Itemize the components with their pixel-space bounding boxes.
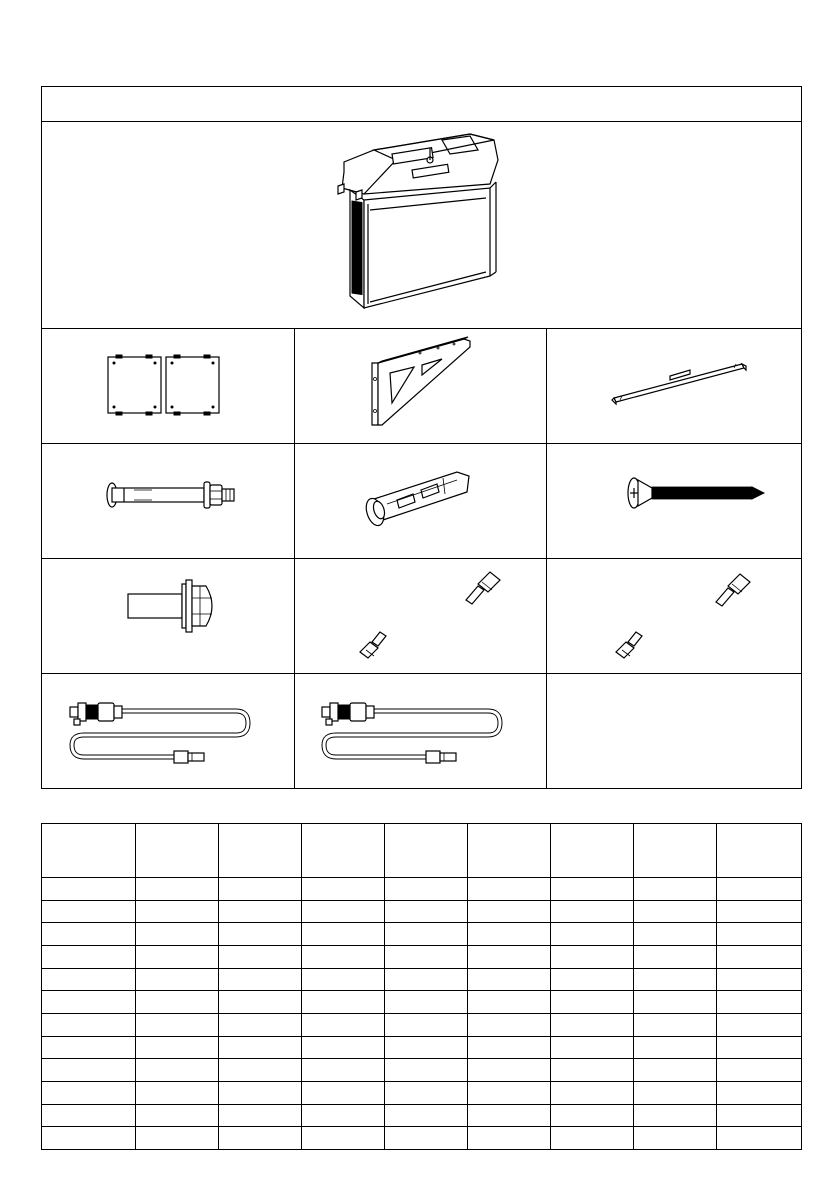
table-header-cell (717, 824, 802, 878)
table-cell (551, 900, 634, 923)
table-cell (468, 1127, 551, 1150)
table-cell (717, 923, 802, 946)
table-cell (634, 923, 717, 946)
table-cell (385, 1036, 468, 1059)
table-cell (42, 1081, 136, 1104)
table-row (42, 1013, 802, 1036)
table-cell (219, 923, 302, 946)
table-cell (634, 1104, 717, 1127)
table-cell (42, 1059, 136, 1082)
table-cell (385, 945, 468, 968)
package-list-title (41, 86, 802, 122)
table-header-cell (468, 824, 551, 878)
table-cell (385, 1013, 468, 1036)
table-cell (717, 968, 802, 991)
table-row (42, 945, 802, 968)
hanging-rail-icon (610, 360, 750, 406)
table-cell (136, 968, 219, 991)
table-cell (551, 991, 634, 1014)
table-row (42, 1104, 802, 1127)
table-cell (136, 1059, 219, 1082)
table-cell (468, 1104, 551, 1127)
table-cell (551, 1127, 634, 1150)
spec-table (41, 823, 802, 1150)
table-cell (634, 1081, 717, 1104)
communication-cable-icon (354, 572, 504, 660)
table-cell (468, 900, 551, 923)
table-header-cell (302, 824, 385, 878)
table-header-cell (136, 824, 219, 878)
table-cell (634, 1013, 717, 1036)
table-row (42, 1036, 802, 1059)
table-row (42, 1081, 802, 1104)
table-cell (468, 968, 551, 991)
table-cell (385, 968, 468, 991)
table-cell (136, 900, 219, 923)
table-cell (42, 1036, 136, 1059)
table-cell (717, 1059, 802, 1082)
communication-cable-icon (612, 572, 754, 660)
power-cable-icon (66, 699, 266, 769)
table-cell (136, 1036, 219, 1059)
table-cell (717, 900, 802, 923)
table-header-row (42, 824, 802, 878)
power-cable-icon (318, 699, 518, 769)
table-cell (385, 991, 468, 1014)
table-cell (219, 1059, 302, 1082)
table-cell (634, 991, 717, 1014)
table-cell (551, 1081, 634, 1104)
table-cell (468, 1081, 551, 1104)
table-cell (717, 1036, 802, 1059)
table-cell (219, 1081, 302, 1104)
table-row (42, 900, 802, 923)
table-cell (551, 1036, 634, 1059)
table-cell (551, 1059, 634, 1082)
table-cell (302, 968, 385, 991)
table-cell (136, 1013, 219, 1036)
table-header-cell (385, 824, 468, 878)
table-cell (717, 1127, 802, 1150)
self-tapping-screw-icon (626, 476, 768, 510)
table-cell (302, 945, 385, 968)
table-cell (219, 900, 302, 923)
table-cell (551, 968, 634, 991)
table-cell (717, 1013, 802, 1036)
table-cell (551, 1013, 634, 1036)
table-cell (219, 968, 302, 991)
table-cell (717, 1081, 802, 1104)
table-cell (302, 1127, 385, 1150)
table-row (42, 968, 802, 991)
table-cell (302, 923, 385, 946)
table-cell (302, 1081, 385, 1104)
wall-bracket-icon (364, 333, 476, 427)
wall-anchor-icon (357, 466, 475, 528)
table-cell (634, 878, 717, 901)
table-cell (42, 923, 136, 946)
table-cell (219, 1104, 302, 1127)
table-cell (219, 1013, 302, 1036)
table-row (42, 923, 802, 946)
table-cell (385, 878, 468, 901)
table-cell (302, 991, 385, 1014)
table-cell (551, 945, 634, 968)
table-cell (136, 945, 219, 968)
battery-module-icon (330, 126, 510, 316)
table-cell (551, 1104, 634, 1127)
table-cell (42, 1127, 136, 1150)
table-cell (634, 1127, 717, 1150)
table-cell (219, 878, 302, 901)
table-cell (717, 1104, 802, 1127)
table-cell (468, 945, 551, 968)
table-cell (385, 1104, 468, 1127)
table-cell (385, 1081, 468, 1104)
table-cell (302, 1013, 385, 1036)
cable-gland-icon (126, 578, 214, 634)
table-cell (136, 991, 219, 1014)
table-cell (468, 1059, 551, 1082)
table-cell (551, 923, 634, 946)
table-cell (302, 900, 385, 923)
expansion-bolt-icon (104, 478, 240, 512)
table-cell (219, 1127, 302, 1150)
table-cell (634, 1036, 717, 1059)
table-cell (468, 923, 551, 946)
table-cell (634, 900, 717, 923)
table-cell (42, 945, 136, 968)
table-cell (551, 878, 634, 901)
table-cell (385, 923, 468, 946)
table-cell (42, 991, 136, 1014)
table-cell (634, 968, 717, 991)
table-cell (219, 1036, 302, 1059)
table-cell (468, 1036, 551, 1059)
table-cell (634, 1059, 717, 1082)
table-cell (468, 991, 551, 1014)
table-row (42, 1127, 802, 1150)
table-cell (468, 1013, 551, 1036)
table-cell (42, 968, 136, 991)
table-cell (302, 1036, 385, 1059)
table-header-cell (551, 824, 634, 878)
table-header-cell (219, 824, 302, 878)
table-row (42, 1059, 802, 1082)
table-cell (385, 900, 468, 923)
table-row (42, 878, 802, 901)
table-cell (42, 900, 136, 923)
table-cell (42, 1013, 136, 1036)
table-cell (136, 878, 219, 901)
table-cell (385, 1127, 468, 1150)
table-cell (136, 1104, 219, 1127)
table-cell (717, 878, 802, 901)
table-cell (219, 991, 302, 1014)
table-cell (136, 923, 219, 946)
table-cell (302, 878, 385, 901)
table-cell (385, 1059, 468, 1082)
table-header-cell (634, 824, 717, 878)
table-cell (219, 945, 302, 968)
table-header-cell (42, 824, 136, 878)
table-cell (717, 991, 802, 1014)
table-row (42, 991, 802, 1014)
table-cell (302, 1059, 385, 1082)
table-cell (717, 945, 802, 968)
table-cell (302, 1104, 385, 1127)
cover-plates-icon (106, 355, 222, 417)
table-cell (136, 1081, 219, 1104)
table-cell (634, 945, 717, 968)
table-cell (42, 1104, 136, 1127)
table-cell (468, 878, 551, 901)
table-cell (42, 878, 136, 901)
table-cell (136, 1127, 219, 1150)
